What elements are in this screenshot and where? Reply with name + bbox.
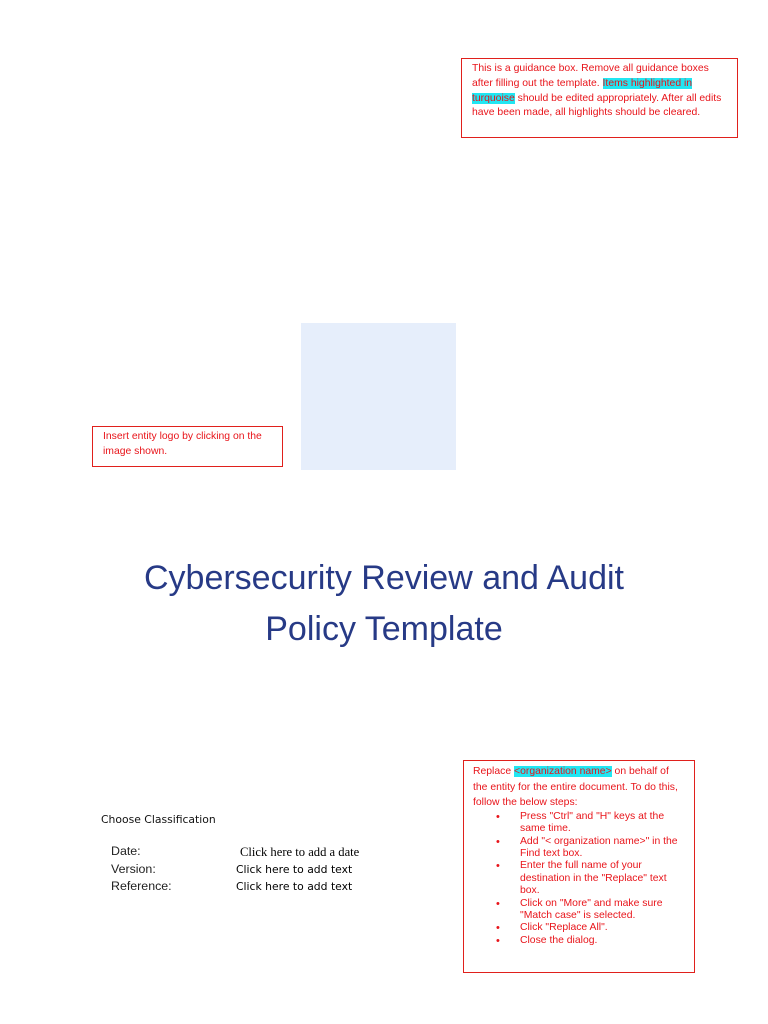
date-picker-field[interactable]: Click here to add a date	[240, 845, 360, 859]
replace-intro-suffix: on behalf of the entity for the entire document. To do this, follow the below steps:	[473, 766, 678, 809]
organization-name-highlight: <organization name>	[514, 766, 612, 777]
date-label: Date:	[111, 844, 141, 858]
entity-logo-placeholder[interactable]	[301, 323, 456, 470]
guidance-box-template	[461, 58, 738, 138]
replace-step: • Click on "More" and make sure "Match case" is selected.	[520, 898, 686, 923]
version-text-field[interactable]: Click here to add text	[236, 863, 353, 876]
replace-step: • Press "Ctrl" and "H" keys at the same time.	[520, 811, 686, 836]
reference-text-field[interactable]: Click here to add text	[236, 880, 353, 893]
guidance-box-replace	[463, 760, 695, 973]
guidance-logo-text: Insert entity logo by clicking on the image shown.	[103, 431, 262, 457]
turquoise-highlight: Items highlighted in turquoise	[472, 77, 693, 104]
replace-intro	[473, 764, 686, 811]
replace-intro-prefix: Replace	[473, 766, 515, 777]
replace-step: • Enter the full name of your destination in the "Replace" text box.	[520, 860, 686, 897]
version-label: Version:	[111, 862, 156, 876]
document-title	[70, 553, 698, 655]
title-line-2: Policy Template	[265, 610, 503, 648]
reference-label: Reference:	[111, 879, 172, 893]
replace-step: • Click "Replace All".	[520, 922, 686, 934]
classification-dropdown[interactable]: Choose Classification	[101, 813, 216, 826]
replace-step: • Close the dialog.	[520, 935, 686, 947]
guidance-box-logo	[92, 426, 283, 467]
replace-steps-list	[473, 811, 686, 947]
guidance-text: This is a guidance box. Remove all guidance boxes after filling out the template.	[472, 63, 709, 89]
guidance-text-continued: should be edited appropriately. After all edits have been made, all highlights should be cleared.	[472, 92, 722, 119]
title-line-1: Cybersecurity Review and Audit	[143, 559, 624, 597]
replace-step: • Add "< organization name>" in the Find text box.	[520, 836, 686, 861]
